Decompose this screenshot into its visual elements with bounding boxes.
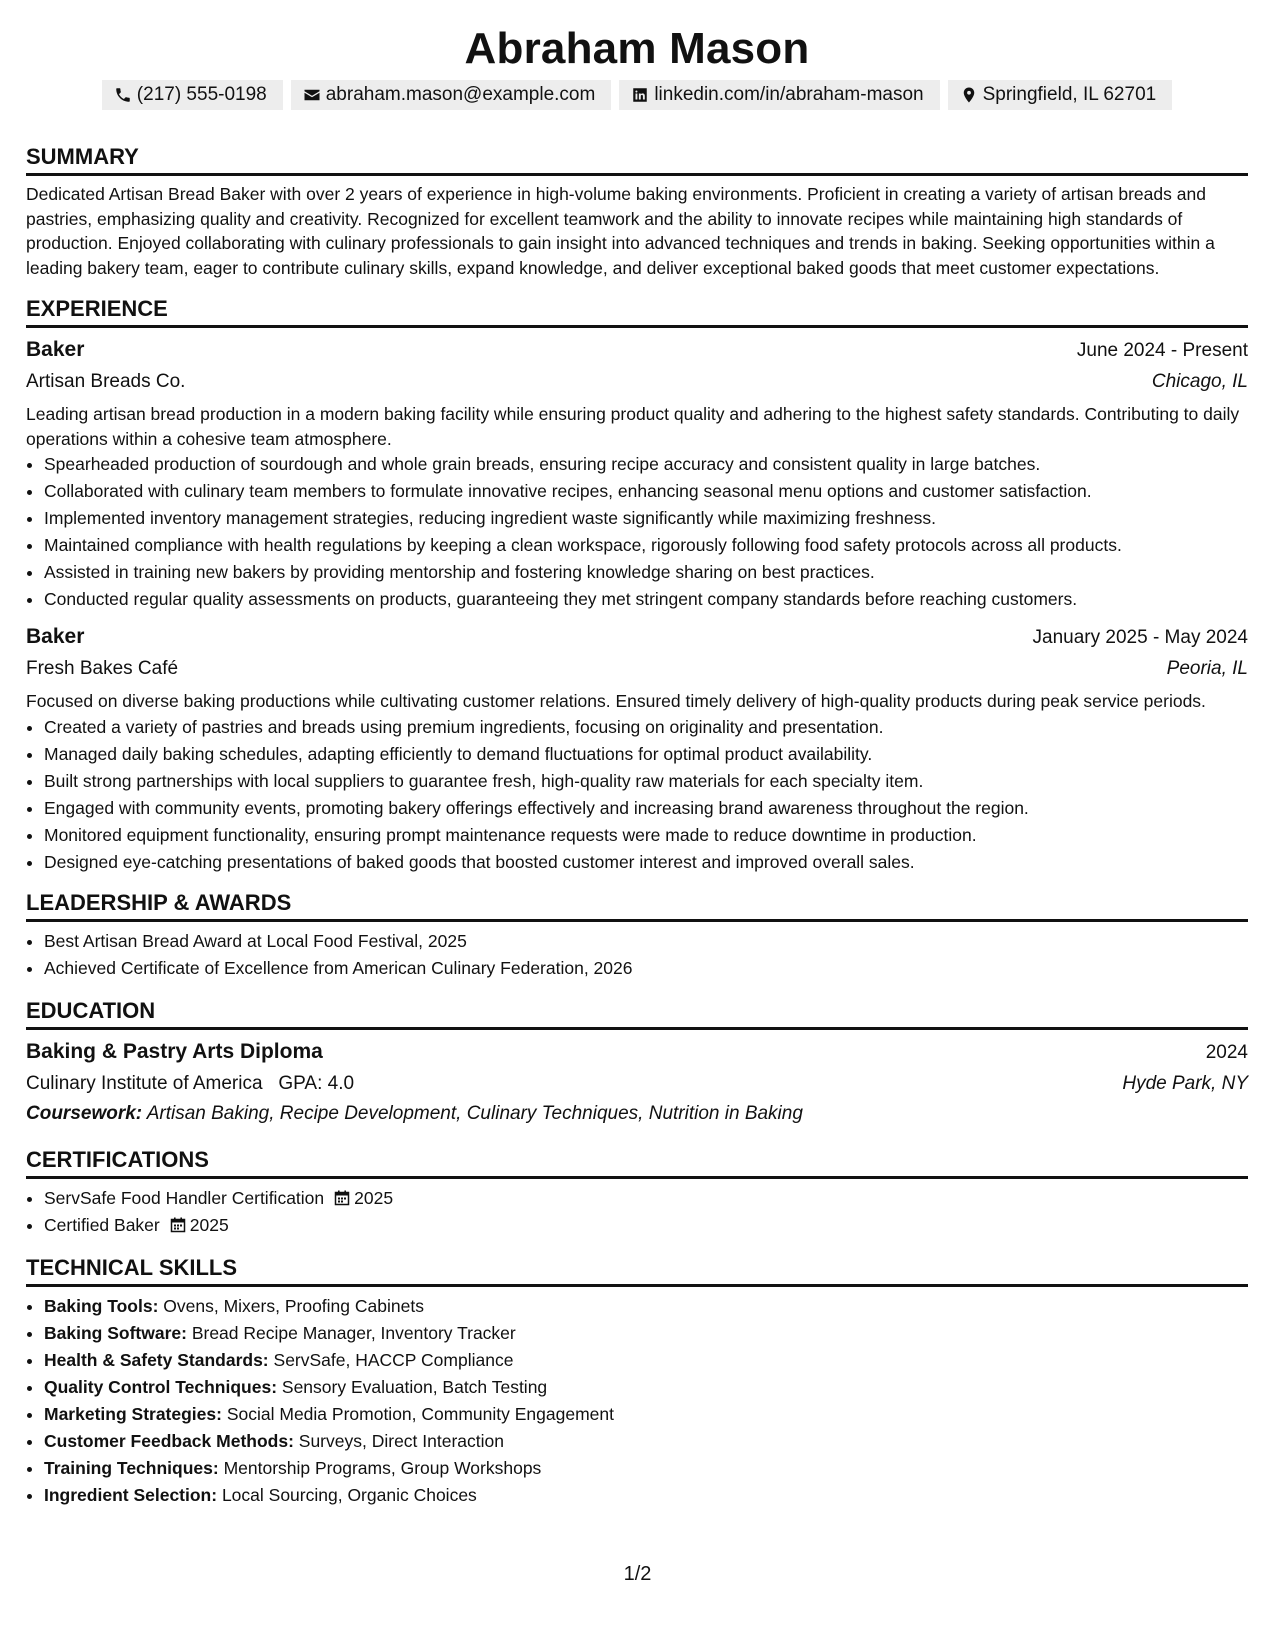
skill-label: Customer Feedback Methods: — [44, 1430, 294, 1451]
list-item — [44, 1185, 1248, 1212]
list-item — [44, 1428, 1248, 1455]
degree-title: Baking & Pastry Arts Diploma — [26, 1039, 323, 1063]
contact-location — [948, 80, 1173, 110]
list-item — [44, 1320, 1248, 1347]
job-entry — [26, 621, 1248, 876]
skill-label: Quality Control Techniques: — [44, 1376, 278, 1397]
skill-label: Health & Safety Standards: — [44, 1349, 269, 1370]
skill-value: Bread Recipe Manager, Inventory Tracker — [191, 1322, 516, 1343]
certification-name: ServSafe Food Handler Certification — [44, 1187, 325, 1208]
job-location: Chicago, IL — [1151, 371, 1248, 392]
list-item: • Conducted regular quality assessments on products, guaranteeing they met stringent company standards before reaching customers. — [44, 586, 1248, 613]
list-item: • Best Artisan Bread Award at Local Food Festival, 2025 — [44, 928, 1248, 955]
job-location: Peoria, IL — [1166, 658, 1248, 679]
contact-phone[interactable] — [102, 80, 283, 110]
list-item — [44, 1482, 1248, 1509]
calendar-icon — [334, 1190, 350, 1206]
list-item: • Maintained compliance with health regulations by keeping a clean workspace, rigorously following food safety protocols across all products. — [44, 532, 1248, 559]
skill-label: Marketing Strategies: — [44, 1403, 222, 1424]
coursework-text: Artisan Baking, Recipe Development, Culinary Techniques, Nutrition in Baking — [146, 1102, 803, 1124]
contact-phone-text: (217) 555-0198 — [136, 84, 267, 105]
contact-linkedin-text: linkedin.com/in/abraham-mason — [654, 84, 924, 105]
school-name: Culinary Institute of America — [26, 1072, 263, 1094]
list-item — [44, 1293, 1248, 1320]
list-item: • Monitored equipment functionality, ensuring prompt maintenance requests were made to reduce downtime in production. — [44, 822, 1248, 849]
list-item — [44, 1347, 1248, 1374]
coursework — [26, 1099, 1248, 1129]
email-icon — [303, 86, 321, 104]
list-item — [44, 1455, 1248, 1482]
location-icon — [960, 86, 978, 104]
skill-value: Sensory Evaluation, Batch Testing — [281, 1376, 548, 1397]
experience-section — [26, 296, 1248, 876]
list-item — [44, 1401, 1248, 1428]
job-description: Leading artisan bread production in a modern baking facility while ensuring product quality and adhering to the highest safety standards. Contributing to daily operations within a cohesive team atmosphere. — [26, 404, 1240, 449]
contact-linkedin[interactable] — [619, 80, 939, 110]
job-company: Fresh Bakes Café — [26, 658, 179, 679]
contact-location-text: Springfield, IL 62701 — [982, 84, 1157, 105]
certifications-list — [26, 1185, 1248, 1239]
awards-list — [26, 928, 1248, 982]
education-section — [26, 998, 1248, 1129]
phone-icon — [114, 86, 132, 104]
skill-value: Surveys, Direct Interaction — [298, 1430, 504, 1451]
job-company: Artisan Breads Co. — [26, 371, 186, 392]
awards-section — [26, 890, 1248, 982]
education-year: 2024 — [1205, 1041, 1248, 1063]
skill-value: Mentorship Programs, Group Workshops — [223, 1457, 542, 1478]
job-description: Focused on diverse baking productions while cultivating customer relations. Ensured timely delivery of high-quality products during peak service periods. — [26, 691, 1206, 711]
summary-heading: SUMMARY — [26, 144, 1248, 176]
skills-section — [26, 1255, 1248, 1509]
skill-label: Training Techniques: — [44, 1457, 219, 1478]
education-location: Hyde Park, NY — [1122, 1072, 1248, 1094]
list-item: • Created a variety of pastries and breads using premium ingredients, focusing on originality and presentation. — [44, 714, 1248, 741]
certifications-heading: CERTIFICATIONS — [26, 1147, 1248, 1179]
skills-list — [26, 1293, 1248, 1509]
linkedin-icon — [631, 86, 649, 104]
skill-value: ServSafe, HACCP Compliance — [273, 1349, 514, 1370]
coursework-label: Coursework: — [26, 1102, 143, 1124]
skill-value: Local Sourcing, Organic Choices — [221, 1484, 477, 1505]
skill-label: Ingredient Selection: — [44, 1484, 218, 1505]
skill-value: Ovens, Mixers, Proofing Cabinets — [163, 1295, 424, 1316]
education-heading: EDUCATION — [26, 998, 1248, 1030]
skills-heading: TECHNICAL SKILLS — [26, 1255, 1248, 1287]
job-entry — [26, 334, 1248, 613]
list-item: • Engaged with community events, promoting bakery offerings effectively and increasing brand awareness throughout the region. — [44, 795, 1248, 822]
calendar-icon — [170, 1217, 186, 1233]
job-dates: June 2024 - Present — [1076, 340, 1248, 361]
list-item: • Implemented inventory management strategies, reducing ingredient waste significantly while maximizing freshness. — [44, 505, 1248, 532]
job-title: Baker — [26, 338, 85, 361]
list-item: • Built strong partnerships with local suppliers to guarantee fresh, high-quality raw materials for each specialty item. — [44, 768, 1248, 795]
certification-year: 2025 — [189, 1214, 229, 1235]
list-item: • Designed eye-catching presentations of baked goods that boosted customer interest and improved overall sales. — [44, 849, 1248, 876]
experience-heading: EXPERIENCE — [26, 296, 1248, 328]
certification-name: Certified Baker — [44, 1214, 160, 1235]
job-title: Baker — [26, 625, 85, 648]
candidate-name: Abraham Mason — [464, 24, 810, 73]
resume-page — [26, 0, 1248, 1509]
summary-text: Dedicated Artisan Bread Baker with over 2 years of experience in high-volume baking environments. Proficient in creating a variety of artisan breads and pastries, emphasizing quality and creativity. Recognized for excellent teamwork and the ability to innovate recipes while maintaining high standards of production. Enjoyed collaborating with culinary professionals to gain insight into advanced techniques and trends in baking. Seeking opportunities within a leading bakery team, eager to contribute culinary skills, expand knowledge, and deliver exceptional baked goods that meet customer expectations. — [26, 184, 1215, 278]
list-item — [44, 1374, 1248, 1401]
skill-label: Baking Tools: — [44, 1295, 159, 1316]
certification-year: 2025 — [354, 1187, 394, 1208]
contact-bar — [26, 80, 1248, 110]
page-number: 1/2 — [623, 1563, 652, 1585]
list-item: • Achieved Certificate of Excellence from American Culinary Federation, 2026 — [44, 955, 1248, 982]
list-item: • Managed daily baking schedules, adapting efficiently to demand fluctuations for optimal product availability. — [44, 741, 1248, 768]
skill-label: Baking Software: — [44, 1322, 187, 1343]
list-item: • Spearheaded production of sourdough and whole grain breads, ensuring recipe accuracy and consistent quality in large batches. — [44, 451, 1248, 478]
list-item — [44, 1212, 1248, 1239]
summary-section — [26, 144, 1248, 280]
list-item: • Collaborated with culinary team members to formulate innovative recipes, enhancing seasonal menu options and customer satisfaction. — [44, 478, 1248, 505]
skill-value: Social Media Promotion, Community Engagement — [226, 1403, 614, 1424]
awards-heading: LEADERSHIP & AWARDS — [26, 890, 1248, 922]
job-dates: January 2025 - May 2024 — [1032, 627, 1248, 648]
certifications-section — [26, 1147, 1248, 1239]
job-bullets — [26, 451, 1248, 613]
gpa: GPA: 4.0 — [278, 1072, 355, 1094]
job-bullets — [26, 714, 1248, 876]
list-item: • Assisted in training new bakers by providing mentorship and fostering knowledge sharing on best practices. — [44, 559, 1248, 586]
contact-email-text: abraham.mason@example.com — [325, 84, 596, 105]
contact-email[interactable] — [291, 80, 612, 110]
